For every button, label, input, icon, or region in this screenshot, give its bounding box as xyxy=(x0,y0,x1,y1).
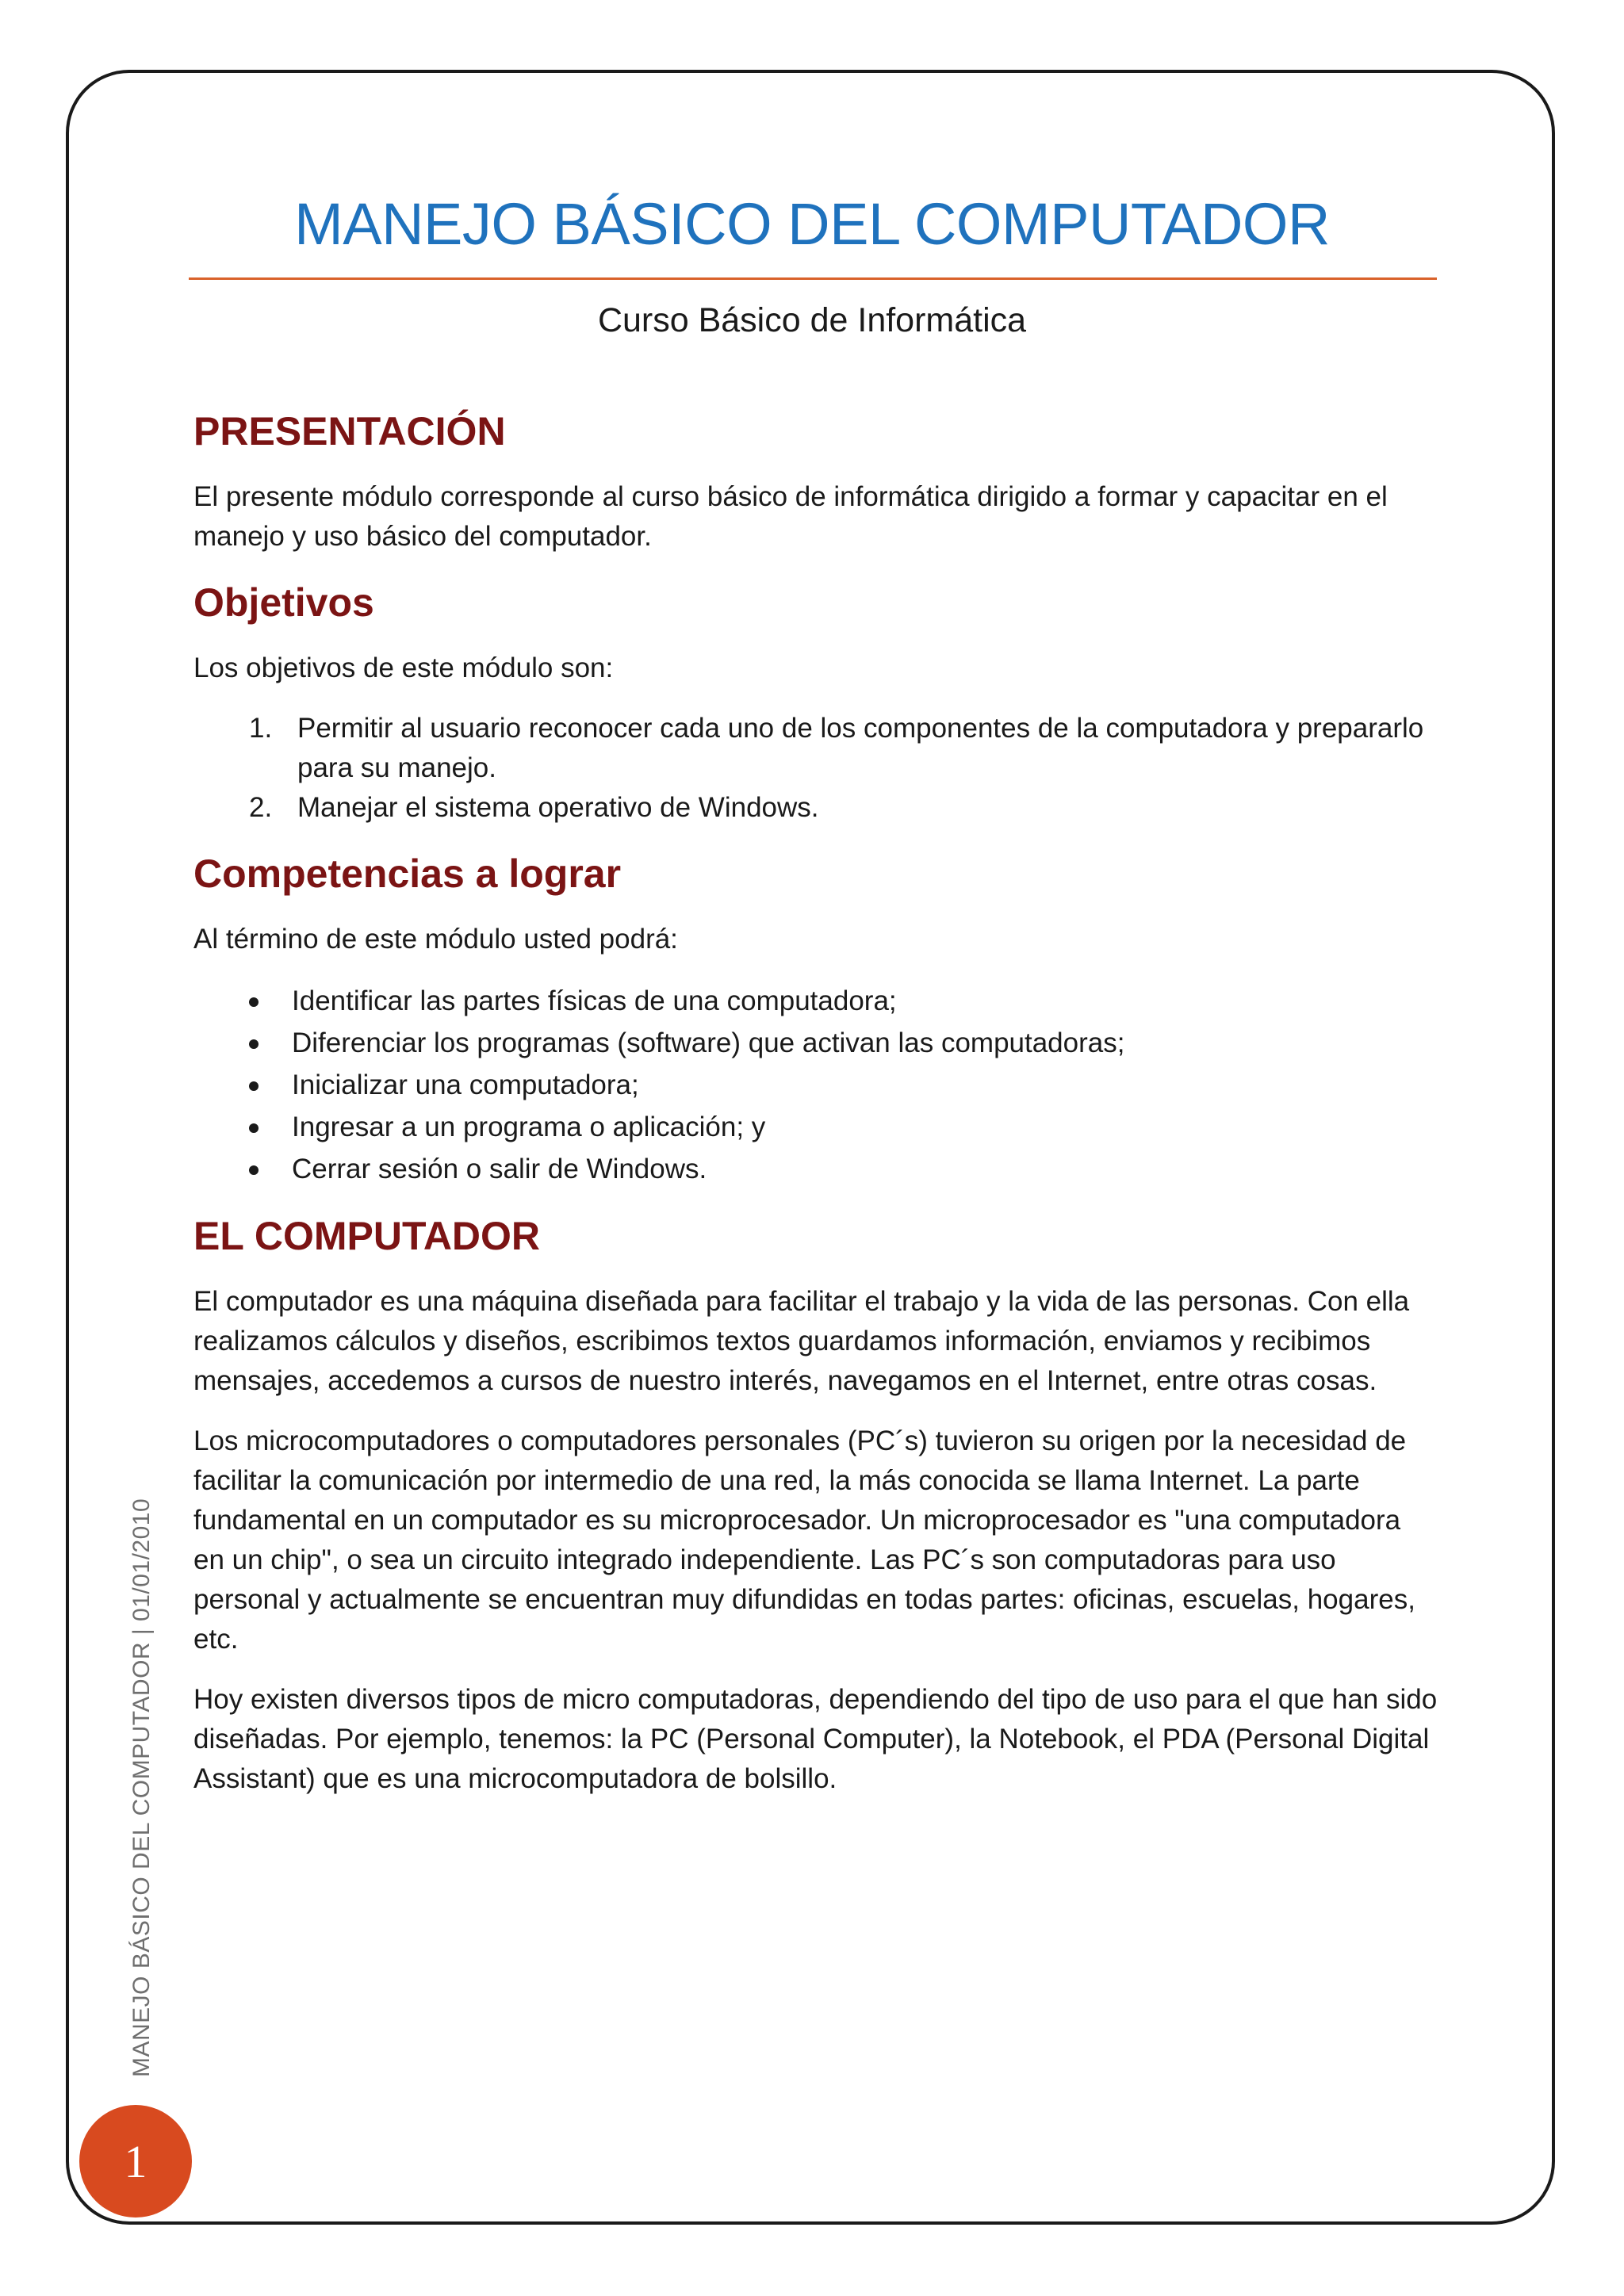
bullet-icon xyxy=(249,1123,259,1133)
list-item-text: Inicializar una computadora; xyxy=(292,1070,639,1100)
competencias-intro: Al término de este módulo usted podrá: xyxy=(193,924,678,955)
computador-paragraph: Los microcomputadores o computadores personales (PC´s) tuvieron su origen por la necesidad de facilitar la comunicación por intermedio de una red, la más conocida se llama Internet. La parte fundamental en un computador es su microprocesador. Un microprocesador es "una computadora en un chip", o sea un circuito integrado independiente. Las PC´s son computadoras para uso personal y actualmente se encuentran muy difundidas en todas partes: oficinas, escuelas, hogares, etc. xyxy=(193,1425,1415,1655)
page-number: 1 xyxy=(124,2135,147,2187)
computador-paragraph: El computador es una máquina diseñada para facilitar el trabajo y la vida de las personas. Con ella realizamos cálculos y diseños, escribimos textos guardamos información, enviamos y recibimos mensajes, accedemos a cursos de nuestro interés, navegamos en el Internet, entre otras cosas. xyxy=(193,1286,1410,1396)
list-item xyxy=(193,1106,1438,1148)
section-heading-computador: EL COMPUTADOR xyxy=(193,1214,541,1258)
list-item-text: Diferenciar los programas (software) que activan las computadoras; xyxy=(292,1027,1125,1058)
list-item xyxy=(193,1148,1438,1190)
bullet-icon xyxy=(249,1081,259,1091)
objetivos-list xyxy=(193,709,1438,828)
list-item-text: Identificar las partes físicas de una computadora; xyxy=(292,985,897,1016)
section-heading-objetivos: Objetivos xyxy=(193,580,374,625)
list-item-text: Cerrar sesión o salir de Windows. xyxy=(292,1154,707,1184)
list-item-text: Manejar el sistema operativo de Windows. xyxy=(297,792,819,823)
section-heading-competencias: Competencias a lograr xyxy=(193,851,622,896)
list-item-number: 2. xyxy=(249,792,273,823)
list-item xyxy=(193,788,1438,828)
bullet-icon xyxy=(249,1039,259,1049)
list-item xyxy=(193,709,1438,788)
list-item xyxy=(193,980,1438,1022)
bullet-icon xyxy=(249,1165,259,1175)
competencias-list xyxy=(193,980,1438,1190)
bullet-icon xyxy=(249,997,259,1007)
side-footer-text: MANEJO BÁSICO DEL COMPUTADOR | 01/01/2010 xyxy=(128,1498,155,2077)
page-number-badge xyxy=(79,2105,192,2218)
list-item xyxy=(193,1022,1438,1064)
document-body xyxy=(193,406,1438,1820)
section-heading-presentacion: PRESENTACIÓN xyxy=(193,409,506,453)
list-item-text: Permitir al usuario reconocer cada uno de los componentes de la computadora y prepararlo para su manejo. xyxy=(297,713,1424,783)
document-subtitle: Curso Básico de Informática xyxy=(597,301,1027,339)
list-item-number: 1. xyxy=(249,713,273,744)
computador-paragraph: Hoy existen diversos tipos de micro computadoras, dependiendo del tipo de uso para el que han sido diseñadas. Por ejemplo, tenemos: la PC (Personal Computer), la Notebook, el PDA (Personal Digital Assistant) que es una microcomputadora de bolsillo. xyxy=(193,1684,1438,1794)
list-item-text: Ingresar a un programa o aplicación; y xyxy=(292,1112,766,1142)
objetivos-intro: Los objetivos de este módulo son: xyxy=(193,652,614,683)
list-item xyxy=(193,1064,1438,1106)
title-divider xyxy=(189,277,1437,280)
document-title: MANEJO BÁSICO DEL COMPUTADOR xyxy=(294,191,1330,257)
presentacion-text: El presente módulo corresponde al curso básico de informática dirigido a formar y capacitar en el manejo y uso básico del computador. xyxy=(193,481,1388,552)
